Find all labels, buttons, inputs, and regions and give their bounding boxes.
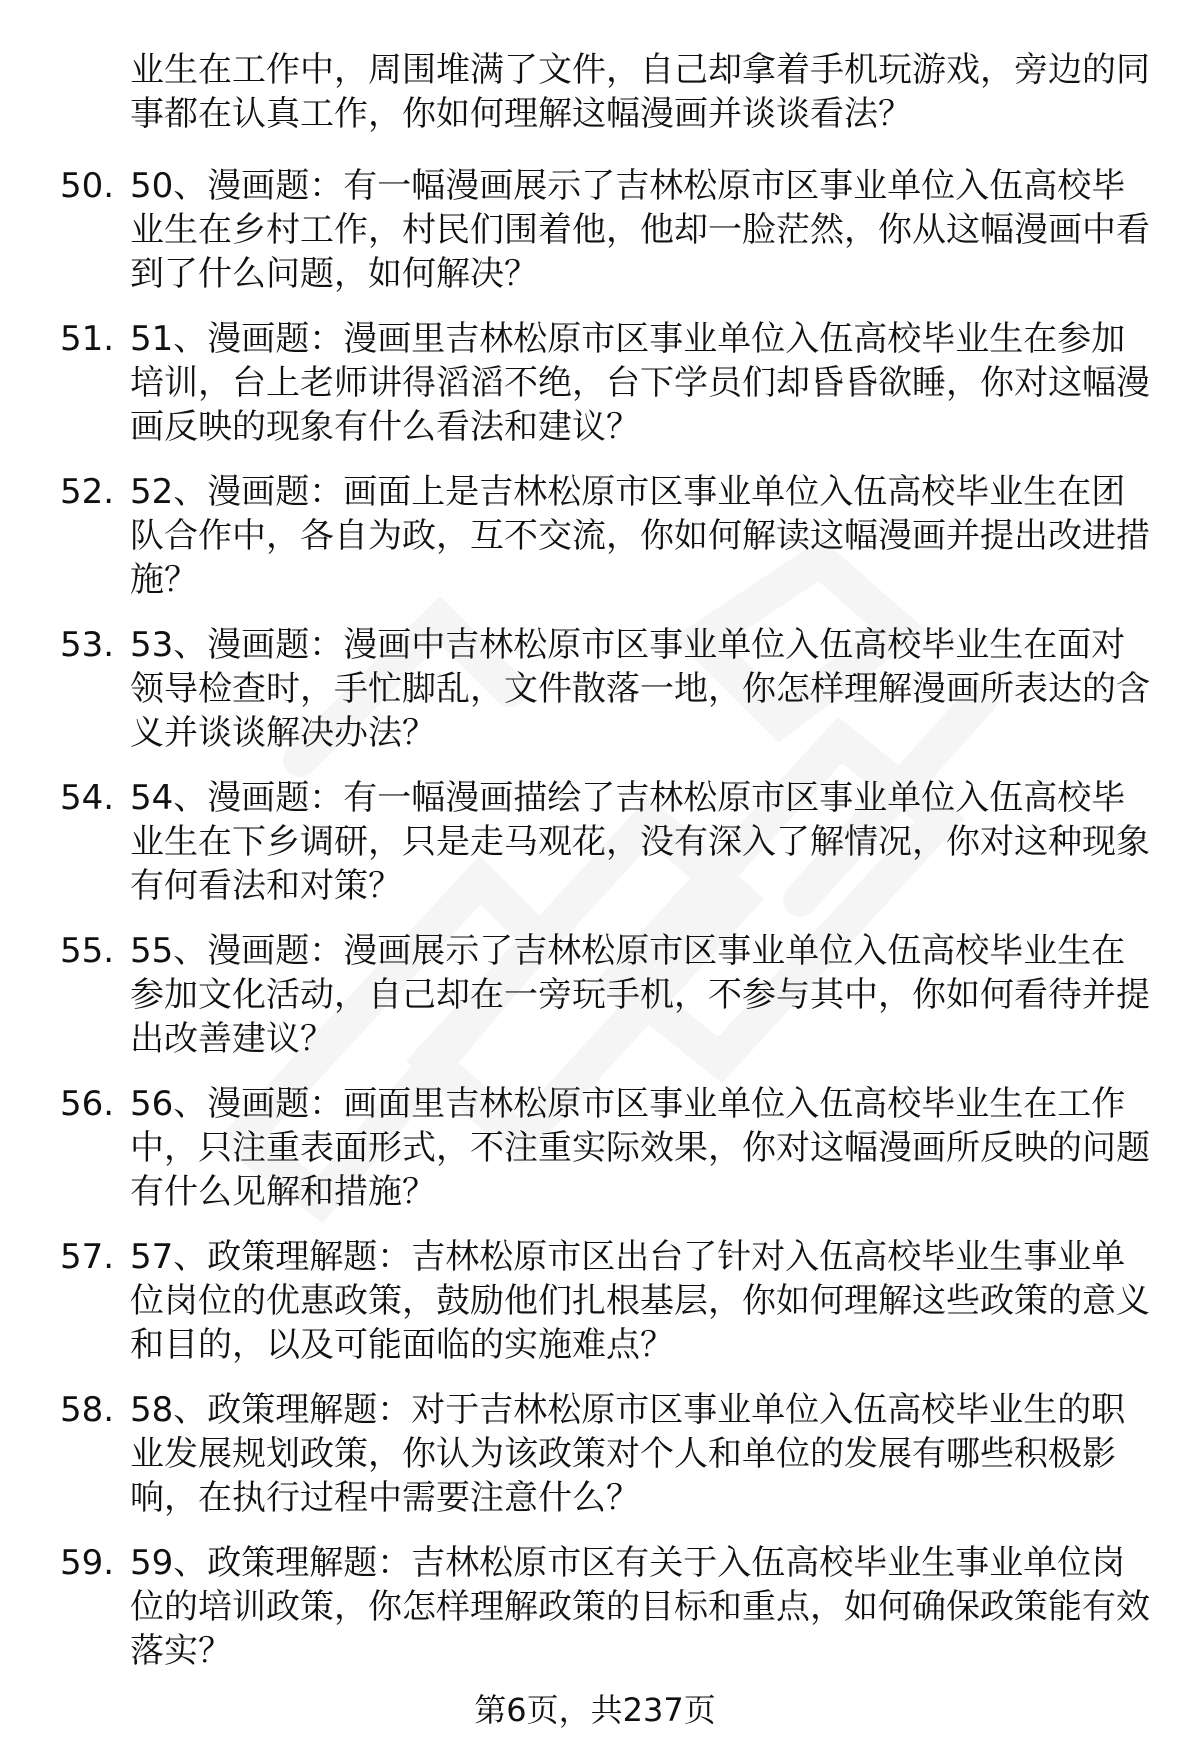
question-text: 57、政策理解题：吉林松原市区出台了针对入伍高校毕业生事业单位岗位的优惠政策，鼓励他们扎根基层，你如何理解这些政策的意义和目的，以及可能面临的实施难点？: [130, 1237, 1150, 1365]
question-number: 50.: [60, 166, 115, 206]
question-text: 54、漫画题：有一幅漫画描绘了吉林松原市区事业单位入伍高校毕业生在下乡调研，只是走马观花，没有深入了解情况，你对这种现象有何看法和对策？: [130, 778, 1150, 906]
question-list: [0, 164, 1190, 1694]
list-item: [0, 470, 1190, 600]
list-item: [0, 164, 1190, 294]
question-text: 55、漫画题：漫画展示了吉林松原市区事业单位入伍高校毕业生在参加文化活动，自己却在一旁玩手机，不参与其中，你如何看待并提出改善建议？: [130, 931, 1150, 1059]
question-text: 51、漫画题：漫画里吉林松原市区事业单位入伍高校毕业生在参加培训，台上老师讲得滔滔不绝，台下学员们却昏昏欲睡，你对这幅漫画反映的现象有什么看法和建议？: [130, 319, 1150, 447]
page-footer: 第6页，共237页: [474, 1691, 716, 1729]
question-text: 52、漫画题：画面上是吉林松原市区事业单位入伍高校毕业生在团队合作中，各自为政，互不交流，你如何解读这幅漫画并提出改进措施？: [130, 472, 1150, 600]
question-number: 53.: [60, 625, 115, 665]
question-text: 56、漫画题：画面里吉林松原市区事业单位入伍高校毕业生在工作中，只注重表面形式，不注重实际效果，你对这幅漫画所反映的问题有什么见解和措施？: [130, 1084, 1150, 1212]
question-number: 54.: [60, 778, 115, 818]
list-item: [0, 1235, 1190, 1365]
list-item: [0, 623, 1190, 753]
question-text: 50、漫画题：有一幅漫画展示了吉林松原市区事业单位入伍高校毕业生在乡村工作，村民们围着他，他却一脸茫然，你从这幅漫画中看到了什么问题，如何解决？: [130, 166, 1150, 294]
list-item: [0, 929, 1190, 1059]
question-text: 53、漫画题：漫画中吉林松原市区事业单位入伍高校毕业生在面对领导检查时，手忙脚乱，文件散落一地，你怎样理解漫画所表达的含义并谈谈解决办法？: [130, 625, 1150, 753]
list-item: [0, 1541, 1190, 1671]
list-item: [0, 1388, 1190, 1518]
question-number: 57.: [60, 1237, 115, 1277]
list-item: [0, 1082, 1190, 1212]
list-item: [0, 317, 1190, 447]
question-text: 58、政策理解题：对于吉林松原市区事业单位入伍高校毕业生的职业发展规划政策，你认为该政策对个人和单位的发展有哪些积极影响，在执行过程中需要注意什么？: [130, 1390, 1126, 1518]
question-number: 56.: [60, 1084, 115, 1124]
question-number: 59.: [60, 1543, 115, 1583]
question-text: 59、政策理解题：吉林松原市区有关于入伍高校毕业生事业单位岗位的培训政策，你怎样理解政策的目标和重点，如何确保政策能有效落实？: [130, 1543, 1150, 1671]
list-item: [0, 776, 1190, 906]
question-number: 51.: [60, 319, 115, 359]
question-number: 55.: [60, 931, 115, 971]
continuation-paragraph: 业生在工作中，周围堆满了文件，自己却拿着手机玩游戏，旁边的同事都在认真工作，你如何理解这幅漫画并谈谈看法？: [130, 50, 1150, 134]
question-number: 52.: [60, 472, 115, 512]
question-number: 58.: [60, 1390, 115, 1430]
